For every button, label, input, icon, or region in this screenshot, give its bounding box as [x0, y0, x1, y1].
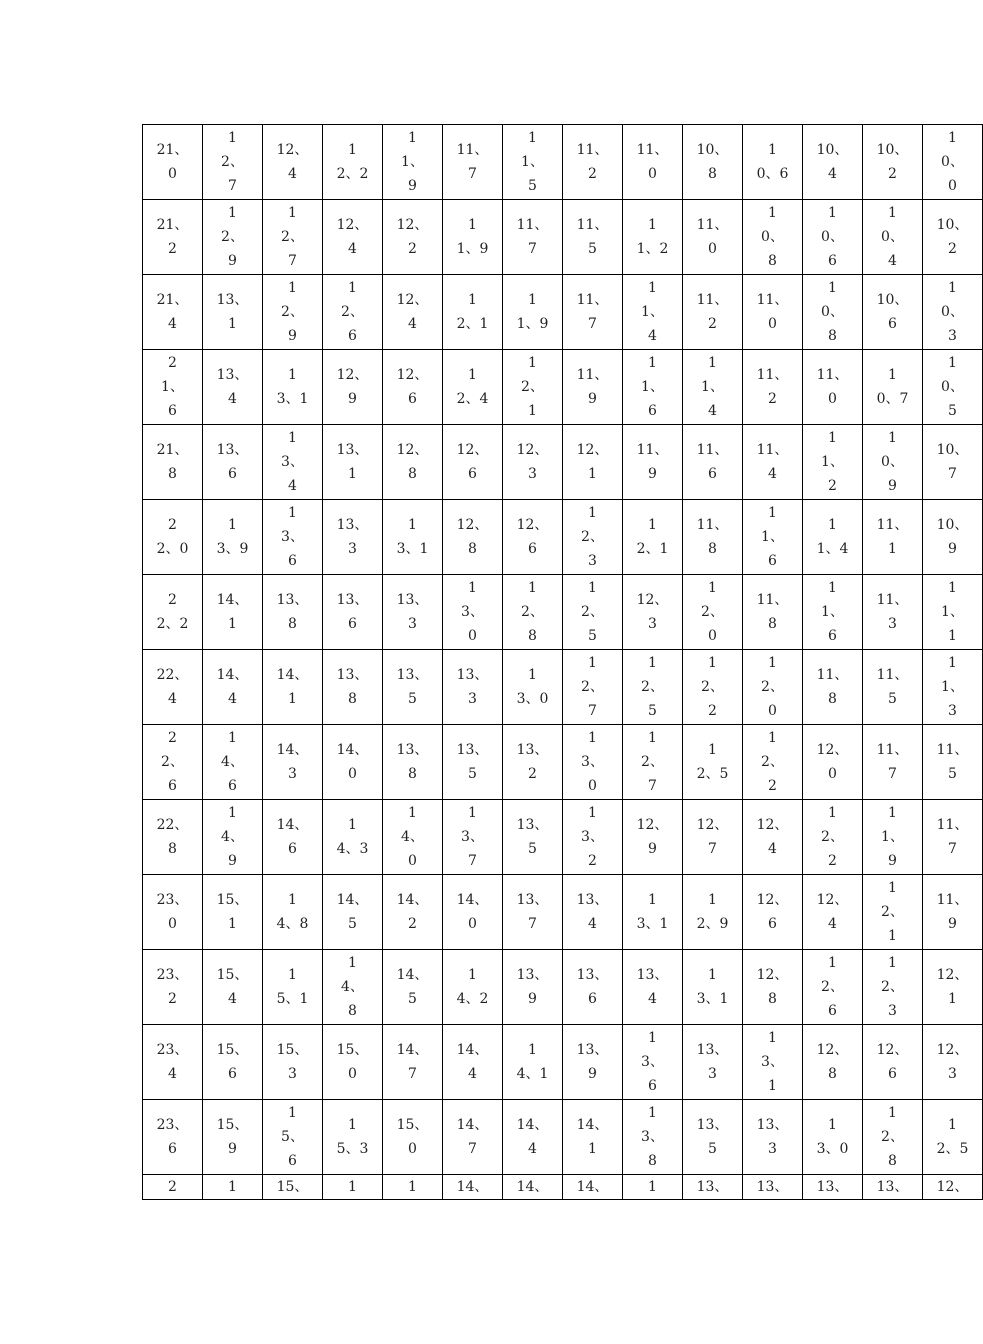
- table-body: [143, 125, 983, 1200]
- table-cell: 1 0、6: [743, 125, 803, 200]
- table-cell: 1: [623, 1175, 683, 1200]
- table-cell: 10、 7: [923, 425, 983, 500]
- table-cell: 11、 5: [863, 650, 923, 725]
- table-cell: 1 2、5: [683, 725, 743, 800]
- table-row: [143, 950, 983, 1025]
- table-cell: 12、 1: [923, 950, 983, 1025]
- table-cell: 1 1、 3: [923, 650, 983, 725]
- table-row: [143, 800, 983, 875]
- table-cell: 10、 6: [863, 275, 923, 350]
- table-cell: 1 3、0: [503, 650, 563, 725]
- table-cell: 1 2、 9: [203, 200, 263, 275]
- table-cell: 11、 7: [863, 725, 923, 800]
- table-cell: 1 2、 3: [863, 950, 923, 1025]
- table-cell: 13、 6: [563, 950, 623, 1025]
- table-cell: 1 4、 0: [383, 800, 443, 875]
- table-cell: 11、 8: [683, 500, 743, 575]
- table-cell: 15、 1: [203, 875, 263, 950]
- table-cell: 1 3、1: [263, 350, 323, 425]
- table-cell: 14、 4: [443, 1025, 503, 1100]
- table-cell: 1 2、 6: [803, 950, 863, 1025]
- table-cell: 13、 4: [623, 950, 683, 1025]
- table-cell: 11、 0: [683, 200, 743, 275]
- table-cell: 13、 9: [503, 950, 563, 1025]
- table-cell: 23、 2: [143, 950, 203, 1025]
- table-cell: 13、: [863, 1175, 923, 1200]
- table-cell: 12、 9: [623, 800, 683, 875]
- table-cell: 1 3、 6: [623, 1025, 683, 1100]
- table-cell: 1 1、 9: [863, 800, 923, 875]
- table-cell: 12、 3: [503, 425, 563, 500]
- table-cell: 12、 9: [323, 350, 383, 425]
- table-cell: 11、 9: [563, 350, 623, 425]
- table-cell: 12、 4: [263, 125, 323, 200]
- table-cell: 1 1、 9: [383, 125, 443, 200]
- table-cell: 12、 0: [803, 725, 863, 800]
- table-row: [143, 1100, 983, 1175]
- table-cell: 14、 4: [203, 650, 263, 725]
- table-cell: 11、 7: [923, 800, 983, 875]
- table-cell: 2 2、 6: [143, 725, 203, 800]
- table-cell: 12、 4: [803, 875, 863, 950]
- table-cell: 14、 7: [443, 1100, 503, 1175]
- table-cell: 13、: [743, 1175, 803, 1200]
- table-cell: 13、 8: [323, 650, 383, 725]
- table-cell: 1 2、4: [443, 350, 503, 425]
- table-cell: 1 2、 1: [503, 350, 563, 425]
- table-cell: 13、: [683, 1175, 743, 1200]
- table-cell: 11、 1: [863, 500, 923, 575]
- table-cell: 12、 8: [383, 425, 443, 500]
- table-cell: 1 2、 1: [863, 875, 923, 950]
- table-cell: 11、 8: [803, 650, 863, 725]
- table-cell: 1 2、 5: [563, 575, 623, 650]
- table-cell: 1 0、 9: [863, 425, 923, 500]
- table-cell: 1 2、 7: [623, 725, 683, 800]
- table-cell: 11、 5: [923, 725, 983, 800]
- table-cell: 13、 1: [323, 425, 383, 500]
- table-cell: 11、 0: [623, 125, 683, 200]
- table-cell: 1 1、 4: [683, 350, 743, 425]
- table-cell: 1 4、 8: [323, 950, 383, 1025]
- table-cell: 13、 5: [683, 1100, 743, 1175]
- table-cell: 12、 3: [623, 575, 683, 650]
- table-cell: 21、 2: [143, 200, 203, 275]
- table-cell: 1 3、 7: [443, 800, 503, 875]
- table-cell: 12、 6: [503, 500, 563, 575]
- table-cell: 1 1、9: [503, 275, 563, 350]
- table-cell: 12、 1: [563, 425, 623, 500]
- table-cell: 14、 1: [203, 575, 263, 650]
- table-cell: 22、 8: [143, 800, 203, 875]
- table-cell: 13、 3: [323, 500, 383, 575]
- table-cell: 1 1、 6: [623, 350, 683, 425]
- table-cell: 23、 6: [143, 1100, 203, 1175]
- table-cell: 1 2、 2: [743, 725, 803, 800]
- table-row: [143, 425, 983, 500]
- table-cell: 1 2、 7: [263, 200, 323, 275]
- table-cell: 14、: [503, 1175, 563, 1200]
- table-cell: 15、 4: [203, 950, 263, 1025]
- table-cell: 22、 4: [143, 650, 203, 725]
- table-cell: 1 5、1: [263, 950, 323, 1025]
- table-cell: 13、 6: [323, 575, 383, 650]
- table-cell: 15、 3: [263, 1025, 323, 1100]
- table-cell: 1 1、4: [803, 500, 863, 575]
- table-cell: 21、 4: [143, 275, 203, 350]
- table-cell: 14、 1: [563, 1100, 623, 1175]
- table-cell: 13、 3: [383, 575, 443, 650]
- table-cell: 13、 8: [263, 575, 323, 650]
- table-cell: 14、 5: [323, 875, 383, 950]
- table-cell: 13、 2: [503, 725, 563, 800]
- table-cell: 11、 7: [443, 125, 503, 200]
- table-cell: 1 3、1: [623, 875, 683, 950]
- table-cell: 12、 6: [743, 875, 803, 950]
- table-cell: 13、 3: [443, 650, 503, 725]
- table-cell: 1 4、8: [263, 875, 323, 950]
- table-cell: 1 2、 7: [203, 125, 263, 200]
- table-row: [143, 500, 983, 575]
- table-cell: 1 4、 9: [203, 800, 263, 875]
- table-cell: 11、 4: [743, 425, 803, 500]
- table-row: [143, 1025, 983, 1100]
- table-cell: 1 1、 6: [743, 500, 803, 575]
- table-cell: 1 0、 0: [923, 125, 983, 200]
- table-cell: 11、 8: [743, 575, 803, 650]
- table-cell: 13、: [803, 1175, 863, 1200]
- table-cell: 13、 3: [743, 1100, 803, 1175]
- table-cell: 1 3、1: [683, 950, 743, 1025]
- table-cell: 1 2、 7: [563, 650, 623, 725]
- table-cell: 12、 6: [863, 1025, 923, 1100]
- table-cell: 1 4、 6: [203, 725, 263, 800]
- table-cell: 10、 2: [863, 125, 923, 200]
- table-cell: 14、 4: [503, 1100, 563, 1175]
- table-cell: 1: [323, 1175, 383, 1200]
- table-cell: 1 2、 8: [863, 1100, 923, 1175]
- table-cell: 1: [383, 1175, 443, 1200]
- table-cell: 1 3、 1: [743, 1025, 803, 1100]
- table-cell: 1 2、2: [323, 125, 383, 200]
- table-cell: 11、 7: [503, 200, 563, 275]
- table-cell: 1 3、0: [803, 1100, 863, 1175]
- table-cell: 11、 2: [563, 125, 623, 200]
- table-cell: 12、 8: [743, 950, 803, 1025]
- table-cell: 1 0、7: [863, 350, 923, 425]
- table-row-partial: [143, 1175, 983, 1200]
- table-cell: 23、 4: [143, 1025, 203, 1100]
- table-cell: 13、 7: [503, 875, 563, 950]
- table-cell: 15、 6: [203, 1025, 263, 1100]
- table-cell: 1 3、9: [203, 500, 263, 575]
- table-cell: 13、 5: [503, 800, 563, 875]
- table-cell: 13、 5: [443, 725, 503, 800]
- table-row: [143, 650, 983, 725]
- table-cell: 1 2、9: [683, 875, 743, 950]
- table-cell: 11、 3: [863, 575, 923, 650]
- table-cell: 1 2、 2: [683, 650, 743, 725]
- table-cell: 2: [143, 1175, 203, 1200]
- table-cell: 10、 8: [683, 125, 743, 200]
- table-cell: 10、 9: [923, 500, 983, 575]
- table-cell: 14、 6: [263, 800, 323, 875]
- table-cell: 15、: [263, 1175, 323, 1200]
- table-cell: 1 1、9: [443, 200, 503, 275]
- table-cell: 14、 2: [383, 875, 443, 950]
- table-row: [143, 275, 983, 350]
- table-cell: 11、 9: [623, 425, 683, 500]
- table-cell: 13、 9: [563, 1025, 623, 1100]
- table-cell: 1 3、 2: [563, 800, 623, 875]
- table-cell: 1 2、 0: [743, 650, 803, 725]
- table-cell: 10、 2: [923, 200, 983, 275]
- table-cell: 1 3、 4: [263, 425, 323, 500]
- table-cell: 1 4、3: [323, 800, 383, 875]
- table-cell: 1 0、 8: [743, 200, 803, 275]
- table-cell: 1 2、 0: [683, 575, 743, 650]
- table-cell: 1 2、 2: [803, 800, 863, 875]
- table-cell: 14、 5: [383, 950, 443, 1025]
- table-cell: 11、 2: [743, 350, 803, 425]
- table-cell: 14、: [443, 1175, 503, 1200]
- table-cell: 1 2、5: [923, 1100, 983, 1175]
- table-cell: 1 0、 5: [923, 350, 983, 425]
- table-cell: 13、 1: [203, 275, 263, 350]
- table-cell: 13、 8: [383, 725, 443, 800]
- table-cell: 1 0、 8: [803, 275, 863, 350]
- table-cell: 13、 4: [203, 350, 263, 425]
- table-cell: 12、 4: [383, 275, 443, 350]
- table-cell: 12、 3: [923, 1025, 983, 1100]
- table-cell: 21、 8: [143, 425, 203, 500]
- table-cell: 23、 0: [143, 875, 203, 950]
- table-cell: 11、 0: [803, 350, 863, 425]
- table-cell: 11、 5: [563, 200, 623, 275]
- table-row: [143, 725, 983, 800]
- table-cell: 13、 3: [683, 1025, 743, 1100]
- table-cell: 1 3、 6: [263, 500, 323, 575]
- table-cell: 1 0、 4: [863, 200, 923, 275]
- table-cell: 1 2、 3: [563, 500, 623, 575]
- table-cell: 1 1、 4: [623, 275, 683, 350]
- table-cell: 1 2、 6: [323, 275, 383, 350]
- table-cell: 13、 4: [563, 875, 623, 950]
- table-cell: 1 0、 3: [923, 275, 983, 350]
- table-cell: 14、: [563, 1175, 623, 1200]
- table-cell: 12、 4: [323, 200, 383, 275]
- table-cell: 12、 8: [803, 1025, 863, 1100]
- table-cell: 1 1、 5: [503, 125, 563, 200]
- table-cell: 1 5、3: [323, 1100, 383, 1175]
- table-cell: 1 2、 5: [623, 650, 683, 725]
- table-cell: 1 4、1: [503, 1025, 563, 1100]
- table-cell: 21、 0: [143, 125, 203, 200]
- table-cell: 12、 7: [683, 800, 743, 875]
- table-cell: 2 1、 6: [143, 350, 203, 425]
- table-cell: 12、 2: [383, 200, 443, 275]
- table-cell: 1 2、1: [623, 500, 683, 575]
- table-cell: 12、 8: [443, 500, 503, 575]
- table-cell: 1 2、 9: [263, 275, 323, 350]
- table-cell: 12、: [923, 1175, 983, 1200]
- table-row: [143, 125, 983, 200]
- table-cell: 11、 6: [683, 425, 743, 500]
- table-cell: 15、 0: [323, 1025, 383, 1100]
- table-cell: 2 2、2: [143, 575, 203, 650]
- table-cell: 10、 4: [803, 125, 863, 200]
- table-cell: 14、 1: [263, 650, 323, 725]
- table-cell: 14、 0: [323, 725, 383, 800]
- table-cell: 15、 9: [203, 1100, 263, 1175]
- table-cell: 1 1、2: [623, 200, 683, 275]
- table-row: [143, 875, 983, 950]
- table-cell: 13、 6: [203, 425, 263, 500]
- table-cell: 12、 6: [383, 350, 443, 425]
- table-cell: 1 3、 0: [443, 575, 503, 650]
- table-cell: 11、 9: [923, 875, 983, 950]
- table-cell: 11、 7: [563, 275, 623, 350]
- table-row: [143, 200, 983, 275]
- table-row: [143, 350, 983, 425]
- table-cell: 14、 3: [263, 725, 323, 800]
- table-cell: 11、 2: [683, 275, 743, 350]
- table-cell: 1 3、 0: [563, 725, 623, 800]
- table-cell: 15、 0: [383, 1100, 443, 1175]
- table-cell: 1 5、 6: [263, 1100, 323, 1175]
- table-row: [143, 575, 983, 650]
- table-cell: 12、 4: [743, 800, 803, 875]
- table-cell: 13、 5: [383, 650, 443, 725]
- table-cell: 1 1、 6: [803, 575, 863, 650]
- number-table: [142, 124, 983, 1200]
- table-cell: 1 3、 8: [623, 1100, 683, 1175]
- table-cell: 14、 7: [383, 1025, 443, 1100]
- table-cell: 1 0、 6: [803, 200, 863, 275]
- table-cell: 14、 0: [443, 875, 503, 950]
- table-cell: 11、 0: [743, 275, 803, 350]
- table-cell: 2 2、0: [143, 500, 203, 575]
- table-cell: 1 2、1: [443, 275, 503, 350]
- table-cell: 1 4、2: [443, 950, 503, 1025]
- table-cell: 1 1、 2: [803, 425, 863, 500]
- table-cell: 1 2、 8: [503, 575, 563, 650]
- table-cell: 1 3、1: [383, 500, 443, 575]
- table-cell: 1: [203, 1175, 263, 1200]
- table-cell: 12、 6: [443, 425, 503, 500]
- table-cell: 1 1、 1: [923, 575, 983, 650]
